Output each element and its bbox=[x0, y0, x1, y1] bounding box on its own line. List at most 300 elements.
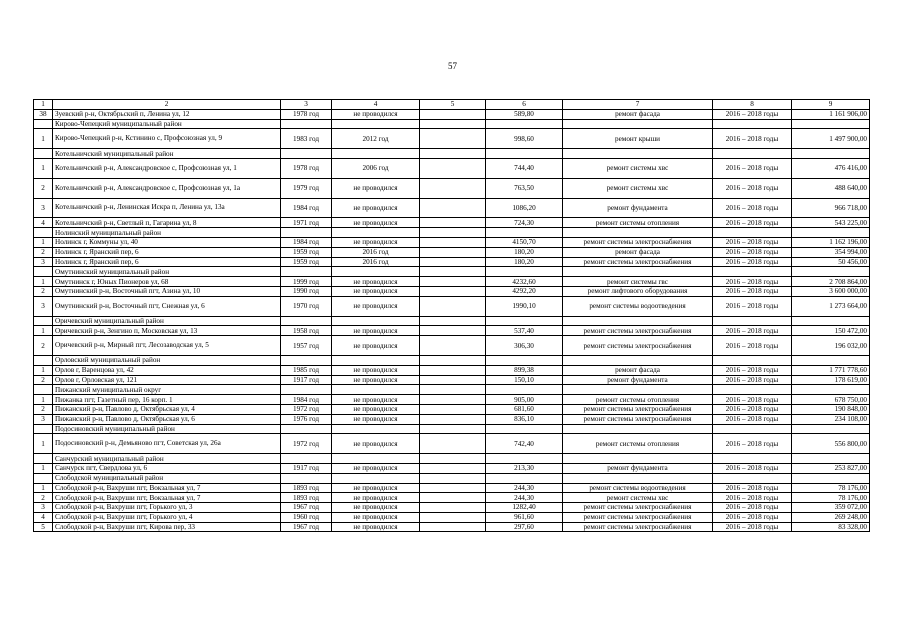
last-repair-cell: не проводился bbox=[332, 414, 420, 424]
last-repair-cell: не проводился bbox=[332, 326, 420, 336]
work-type-cell: ремонт фасада bbox=[563, 109, 713, 119]
section-row bbox=[34, 316, 870, 326]
empty-cell bbox=[486, 424, 563, 434]
empty-cell bbox=[486, 149, 563, 159]
cost-cell: 543 225,00 bbox=[792, 218, 870, 228]
row-number-cell: 1 bbox=[34, 129, 53, 149]
row-number-cell: 3 bbox=[34, 414, 53, 424]
empty-cell bbox=[420, 434, 486, 454]
period-cell: 2016 – 2018 годы bbox=[713, 336, 792, 356]
cost-cell: 269 248,00 bbox=[792, 512, 870, 522]
cost-cell: 966 718,00 bbox=[792, 198, 870, 218]
last-repair-cell: не проводился bbox=[332, 109, 420, 119]
table-row bbox=[34, 326, 870, 336]
work-type-cell: ремонт лифтового оборудования bbox=[563, 286, 713, 296]
table-row bbox=[34, 218, 870, 228]
empty-cell bbox=[713, 424, 792, 434]
column-header-4: 4 bbox=[332, 100, 420, 110]
row-number-cell: 2 bbox=[34, 375, 53, 385]
last-repair-cell: 2012 год bbox=[332, 129, 420, 149]
year-built-cell: 1984 год bbox=[281, 237, 332, 247]
empty-cell bbox=[713, 119, 792, 129]
area-cell: 836,10 bbox=[486, 414, 563, 424]
cost-cell: 359 072,00 bbox=[792, 503, 870, 513]
last-repair-cell: не проводился bbox=[332, 198, 420, 218]
address-cell: Нолинск г, Яранский пер, 6 bbox=[53, 257, 281, 267]
address-cell: Пижанский р-н, Павлово д, Октябрьская ул, 4 bbox=[53, 404, 281, 414]
table-row bbox=[34, 247, 870, 257]
address-cell: Омутнинский р-н, Восточный пгт, Снежная ул, 6 bbox=[53, 296, 281, 316]
column-header-3: 3 bbox=[281, 100, 332, 110]
empty-cell bbox=[563, 267, 713, 277]
table-row bbox=[34, 277, 870, 287]
address-cell: Орлов г, Орловская ул, 121 bbox=[53, 375, 281, 385]
area-cell: 244,30 bbox=[486, 483, 563, 493]
capital-repair-table bbox=[33, 99, 870, 532]
table-row bbox=[34, 404, 870, 414]
address-cell: Слободской р-н, Вахруши пгт, Вокзальная ул, 7 bbox=[53, 483, 281, 493]
empty-cell bbox=[486, 355, 563, 365]
row-number-cell: 1 bbox=[34, 158, 53, 178]
section-row bbox=[34, 424, 870, 434]
empty-cell bbox=[34, 267, 53, 277]
empty-cell bbox=[420, 286, 486, 296]
empty-cell bbox=[332, 424, 420, 434]
table-row bbox=[34, 198, 870, 218]
empty-cell bbox=[281, 473, 332, 483]
empty-cell bbox=[420, 247, 486, 257]
row-number-cell: 1 bbox=[34, 326, 53, 336]
year-built-cell: 1984 год bbox=[281, 395, 332, 405]
empty-cell bbox=[420, 336, 486, 356]
work-type-cell: ремонт фундамента bbox=[563, 463, 713, 473]
empty-cell bbox=[792, 355, 870, 365]
empty-cell bbox=[420, 129, 486, 149]
period-cell: 2016 – 2018 годы bbox=[713, 503, 792, 513]
last-repair-cell: не проводился bbox=[332, 493, 420, 503]
last-repair-cell: не проводился bbox=[332, 395, 420, 405]
empty-cell bbox=[792, 454, 870, 464]
empty-cell bbox=[34, 454, 53, 464]
empty-cell bbox=[713, 228, 792, 238]
empty-cell bbox=[34, 119, 53, 129]
row-number-cell: 2 bbox=[34, 286, 53, 296]
empty-cell bbox=[713, 473, 792, 483]
period-cell: 2016 – 2018 годы bbox=[713, 218, 792, 228]
section-title: Орловский муниципальный район bbox=[53, 355, 281, 365]
table-row bbox=[34, 522, 870, 532]
empty-cell bbox=[486, 473, 563, 483]
last-repair-cell: не проводился bbox=[332, 512, 420, 522]
empty-cell bbox=[34, 228, 53, 238]
row-number-cell: 3 bbox=[34, 257, 53, 267]
empty-cell bbox=[281, 355, 332, 365]
row-number-cell: 2 bbox=[34, 336, 53, 356]
work-type-cell: ремонт системы хвс bbox=[563, 158, 713, 178]
work-type-cell: ремонт системы гвс bbox=[563, 277, 713, 287]
last-repair-cell: не проводился bbox=[332, 434, 420, 454]
year-built-cell: 1957 год bbox=[281, 336, 332, 356]
year-built-cell: 1984 год bbox=[281, 198, 332, 218]
empty-cell bbox=[281, 385, 332, 395]
work-type-cell: ремонт фундамента bbox=[563, 375, 713, 385]
empty-cell bbox=[792, 149, 870, 159]
year-built-cell: 1960 год bbox=[281, 512, 332, 522]
cost-cell: 234 108,00 bbox=[792, 414, 870, 424]
empty-cell bbox=[420, 463, 486, 473]
period-cell: 2016 – 2018 годы bbox=[713, 375, 792, 385]
year-built-cell: 1978 год bbox=[281, 109, 332, 119]
column-header-8: 8 bbox=[713, 100, 792, 110]
table-row bbox=[34, 158, 870, 178]
address-cell: Кирово-Чепецкий р-н, Кстинино с, Профсоюзная ул, 9 bbox=[53, 129, 281, 149]
section-row bbox=[34, 355, 870, 365]
period-cell: 2016 – 2018 годы bbox=[713, 129, 792, 149]
address-cell: Оричевский р-н, Мирный пгт, Лесозаводская ул, 5 bbox=[53, 336, 281, 356]
work-type-cell: ремонт фасада bbox=[563, 247, 713, 257]
table-row bbox=[34, 296, 870, 316]
work-type-cell: ремонт системы электроснабжения bbox=[563, 503, 713, 513]
row-number-cell: 3 bbox=[34, 296, 53, 316]
last-repair-cell: 2006 год bbox=[332, 158, 420, 178]
year-built-cell: 1967 год bbox=[281, 503, 332, 513]
year-built-cell: 1917 год bbox=[281, 463, 332, 473]
empty-cell bbox=[420, 473, 486, 483]
area-cell: 742,40 bbox=[486, 434, 563, 454]
empty-cell bbox=[713, 355, 792, 365]
empty-cell bbox=[34, 473, 53, 483]
year-built-cell: 1990 год bbox=[281, 286, 332, 296]
empty-cell bbox=[332, 454, 420, 464]
address-cell: Омутнинск г, Юных Пионеров ул, 68 bbox=[53, 277, 281, 287]
empty-cell bbox=[486, 316, 563, 326]
period-cell: 2016 – 2018 годы bbox=[713, 326, 792, 336]
empty-cell bbox=[420, 326, 486, 336]
row-number-cell: 2 bbox=[34, 493, 53, 503]
column-header-6: 6 bbox=[486, 100, 563, 110]
row-number-cell: 1 bbox=[34, 434, 53, 454]
cost-cell: 678 750,00 bbox=[792, 395, 870, 405]
last-repair-cell: 2016 год bbox=[332, 247, 420, 257]
address-cell: Котельничский р-н, Александровское с, Профсоюзная ул, 1а bbox=[53, 178, 281, 198]
section-title: Оричевский муниципальный район bbox=[53, 316, 281, 326]
row-number-cell: 3 bbox=[34, 198, 53, 218]
empty-cell bbox=[420, 277, 486, 287]
cost-cell: 253 827,00 bbox=[792, 463, 870, 473]
table-row bbox=[34, 257, 870, 267]
empty-cell bbox=[281, 119, 332, 129]
empty-cell bbox=[713, 454, 792, 464]
empty-cell bbox=[420, 178, 486, 198]
area-cell: 306,30 bbox=[486, 336, 563, 356]
empty-cell bbox=[486, 267, 563, 277]
empty-cell bbox=[332, 119, 420, 129]
period-cell: 2016 – 2018 годы bbox=[713, 483, 792, 493]
last-repair-cell: не проводился bbox=[332, 503, 420, 513]
cost-cell: 354 994,00 bbox=[792, 247, 870, 257]
empty-cell bbox=[420, 395, 486, 405]
empty-cell bbox=[281, 316, 332, 326]
cost-cell: 1 162 196,00 bbox=[792, 237, 870, 247]
empty-cell bbox=[281, 424, 332, 434]
cost-cell: 556 800,00 bbox=[792, 434, 870, 454]
empty-cell bbox=[563, 119, 713, 129]
work-type-cell: ремонт системы электроснабжения bbox=[563, 336, 713, 356]
empty-cell bbox=[420, 149, 486, 159]
table-row bbox=[34, 493, 870, 503]
empty-cell bbox=[563, 424, 713, 434]
empty-cell bbox=[420, 355, 486, 365]
empty-cell bbox=[332, 385, 420, 395]
empty-cell bbox=[420, 316, 486, 326]
cost-cell: 178 619,00 bbox=[792, 375, 870, 385]
address-cell: Пижанский р-н, Павлово д, Октябрьская ул, 6 bbox=[53, 414, 281, 424]
row-number-cell: 3 bbox=[34, 503, 53, 513]
row-number-cell: 2 bbox=[34, 178, 53, 198]
cost-cell: 78 176,00 bbox=[792, 483, 870, 493]
cost-cell: 1 771 778,60 bbox=[792, 365, 870, 375]
empty-cell bbox=[792, 473, 870, 483]
work-type-cell: ремонт системы электроснабжения bbox=[563, 326, 713, 336]
table-row bbox=[34, 286, 870, 296]
year-built-cell: 1958 год bbox=[281, 326, 332, 336]
empty-cell bbox=[563, 385, 713, 395]
empty-cell bbox=[792, 424, 870, 434]
period-cell: 2016 – 2018 годы bbox=[713, 277, 792, 287]
area-cell: 1990,10 bbox=[486, 296, 563, 316]
work-type-cell: ремонт системы электроснабжения bbox=[563, 237, 713, 247]
last-repair-cell: не проводился bbox=[332, 178, 420, 198]
year-built-cell: 1979 год bbox=[281, 178, 332, 198]
empty-cell bbox=[420, 404, 486, 414]
work-type-cell: ремонт системы отопления bbox=[563, 395, 713, 405]
year-built-cell: 1976 год bbox=[281, 414, 332, 424]
empty-cell bbox=[332, 149, 420, 159]
empty-cell bbox=[34, 316, 53, 326]
table-row bbox=[34, 512, 870, 522]
section-row bbox=[34, 267, 870, 277]
address-cell: Котельничский р-н, Ленинская Искра п, Ленина ул, 13а bbox=[53, 198, 281, 218]
period-cell: 2016 – 2018 годы bbox=[713, 414, 792, 424]
area-cell: 180,20 bbox=[486, 257, 563, 267]
table-row bbox=[34, 414, 870, 424]
cost-cell: 50 456,00 bbox=[792, 257, 870, 267]
column-header-2: 2 bbox=[53, 100, 281, 110]
work-type-cell: ремонт системы водоотведения bbox=[563, 483, 713, 493]
area-cell: 724,30 bbox=[486, 218, 563, 228]
row-number-cell: 1 bbox=[34, 463, 53, 473]
empty-cell bbox=[281, 267, 332, 277]
table-row bbox=[34, 463, 870, 473]
section-title: Кирово-Чепецкий муниципальный район bbox=[53, 119, 281, 129]
empty-cell bbox=[713, 149, 792, 159]
section-title: Подосиновский муниципальный район bbox=[53, 424, 281, 434]
section-row bbox=[34, 119, 870, 129]
row-number-cell: 2 bbox=[34, 404, 53, 414]
empty-cell bbox=[563, 316, 713, 326]
area-cell: 180,20 bbox=[486, 247, 563, 257]
empty-cell bbox=[332, 228, 420, 238]
area-cell: 763,50 bbox=[486, 178, 563, 198]
address-cell: Слободской р-н, Вахруши пгт, Горького ул, 4 bbox=[53, 512, 281, 522]
empty-cell bbox=[792, 119, 870, 129]
section-row bbox=[34, 454, 870, 464]
area-cell: 4292,20 bbox=[486, 286, 563, 296]
work-type-cell: ремонт системы хвс bbox=[563, 178, 713, 198]
row-number-cell: 4 bbox=[34, 512, 53, 522]
address-cell: Слободской р-н, Вахруши пгт, Горького ул, 3 bbox=[53, 503, 281, 513]
empty-cell bbox=[332, 267, 420, 277]
address-cell: Зуевский р-н, Октябрьский п, Ленина ул, 12 bbox=[53, 109, 281, 119]
empty-cell bbox=[420, 365, 486, 375]
area-cell: 961,60 bbox=[486, 512, 563, 522]
section-row bbox=[34, 473, 870, 483]
address-cell: Санчурск пгт, Свердлова ул, 6 bbox=[53, 463, 281, 473]
table-row bbox=[34, 365, 870, 375]
section-title: Слободской муниципальный район bbox=[53, 473, 281, 483]
cost-cell: 476 416,00 bbox=[792, 158, 870, 178]
empty-cell bbox=[420, 267, 486, 277]
last-repair-cell: не проводился bbox=[332, 296, 420, 316]
year-built-cell: 1985 год bbox=[281, 365, 332, 375]
period-cell: 2016 – 2018 годы bbox=[713, 296, 792, 316]
empty-cell bbox=[563, 355, 713, 365]
period-cell: 2016 – 2018 годы bbox=[713, 257, 792, 267]
section-title: Санчурский муниципальный район bbox=[53, 454, 281, 464]
empty-cell bbox=[563, 454, 713, 464]
empty-cell bbox=[34, 355, 53, 365]
area-cell: 744,40 bbox=[486, 158, 563, 178]
empty-cell bbox=[792, 228, 870, 238]
period-cell: 2016 – 2018 годы bbox=[713, 395, 792, 405]
empty-cell bbox=[281, 454, 332, 464]
last-repair-cell: не проводился bbox=[332, 522, 420, 532]
year-built-cell: 1972 год bbox=[281, 434, 332, 454]
work-type-cell: ремонт системы хвс bbox=[563, 493, 713, 503]
empty-cell bbox=[34, 149, 53, 159]
row-number-cell: 5 bbox=[34, 522, 53, 532]
section-row bbox=[34, 149, 870, 159]
empty-cell bbox=[420, 228, 486, 238]
cost-cell: 190 848,00 bbox=[792, 404, 870, 414]
year-built-cell: 1972 год bbox=[281, 404, 332, 414]
area-cell: 213,30 bbox=[486, 463, 563, 473]
work-type-cell: ремонт системы электроснабжения bbox=[563, 404, 713, 414]
table-row bbox=[34, 336, 870, 356]
area-cell: 1086,20 bbox=[486, 198, 563, 218]
last-repair-cell: не проводился bbox=[332, 336, 420, 356]
last-repair-cell: не проводился bbox=[332, 277, 420, 287]
table-row bbox=[34, 178, 870, 198]
work-type-cell: ремонт фундамента bbox=[563, 198, 713, 218]
cost-cell: 1 273 664,00 bbox=[792, 296, 870, 316]
period-cell: 2016 – 2018 годы bbox=[713, 158, 792, 178]
empty-cell bbox=[420, 522, 486, 532]
column-header-5: 5 bbox=[420, 100, 486, 110]
empty-cell bbox=[281, 149, 332, 159]
empty-cell bbox=[420, 424, 486, 434]
empty-cell bbox=[792, 316, 870, 326]
empty-cell bbox=[420, 385, 486, 395]
address-cell: Подосиновский р-н, Демьяново пгт, Советская ул, 26а bbox=[53, 434, 281, 454]
cost-cell: 1 161 906,00 bbox=[792, 109, 870, 119]
table-header-row bbox=[34, 100, 870, 110]
empty-cell bbox=[792, 385, 870, 395]
area-cell: 537,40 bbox=[486, 326, 563, 336]
address-cell: Слободской р-н, Вахруши пгт, Кирова пер, 33 bbox=[53, 522, 281, 532]
work-type-cell: ремонт системы электроснабжения bbox=[563, 522, 713, 532]
cost-cell: 78 176,00 bbox=[792, 493, 870, 503]
table-row bbox=[34, 434, 870, 454]
cost-cell: 3 600 000,00 bbox=[792, 286, 870, 296]
table-row bbox=[34, 129, 870, 149]
empty-cell bbox=[34, 385, 53, 395]
area-cell: 4232,60 bbox=[486, 277, 563, 287]
empty-cell bbox=[420, 414, 486, 424]
table-row bbox=[34, 483, 870, 493]
address-cell: Оричевский р-н, Зенгино п, Московская ул, 13 bbox=[53, 326, 281, 336]
address-cell: Котельничский р-н, Александровское с, Профсоюзная ул, 1 bbox=[53, 158, 281, 178]
address-cell: Слободской р-н, Вахруши пгт, Вокзальная ул, 7 bbox=[53, 493, 281, 503]
cost-cell: 1 497 900,00 bbox=[792, 129, 870, 149]
row-number-cell: 1 bbox=[34, 365, 53, 375]
work-type-cell: ремонт системы электроснабжения bbox=[563, 257, 713, 267]
empty-cell bbox=[420, 119, 486, 129]
empty-cell bbox=[486, 385, 563, 395]
year-built-cell: 1970 год bbox=[281, 296, 332, 316]
area-cell: 244,30 bbox=[486, 493, 563, 503]
empty-cell bbox=[420, 512, 486, 522]
empty-cell bbox=[420, 109, 486, 119]
empty-cell bbox=[420, 483, 486, 493]
period-cell: 2016 – 2018 годы bbox=[713, 247, 792, 257]
cost-cell: 83 328,00 bbox=[792, 522, 870, 532]
area-cell: 998,60 bbox=[486, 129, 563, 149]
period-cell: 2016 – 2018 годы bbox=[713, 198, 792, 218]
period-cell: 2016 – 2018 годы bbox=[713, 365, 792, 375]
address-cell: Нолинск г, Яранский пер, 6 bbox=[53, 247, 281, 257]
work-type-cell: ремонт системы электроснабжения bbox=[563, 414, 713, 424]
period-cell: 2016 – 2018 годы bbox=[713, 178, 792, 198]
area-cell: 1282,40 bbox=[486, 503, 563, 513]
address-cell: Котельничский р-н, Светлый п, Гагарина ул, 8 bbox=[53, 218, 281, 228]
empty-cell bbox=[332, 355, 420, 365]
last-repair-cell: не проводился bbox=[332, 286, 420, 296]
year-built-cell: 1971 год bbox=[281, 218, 332, 228]
row-number-cell: 2 bbox=[34, 247, 53, 257]
empty-cell bbox=[332, 473, 420, 483]
row-number-cell: 1 bbox=[34, 277, 53, 287]
empty-cell bbox=[563, 149, 713, 159]
work-type-cell: ремонт системы отопления bbox=[563, 218, 713, 228]
area-cell: 297,60 bbox=[486, 522, 563, 532]
empty-cell bbox=[713, 316, 792, 326]
last-repair-cell: не проводился bbox=[332, 375, 420, 385]
work-type-cell: ремонт крыши bbox=[563, 129, 713, 149]
area-cell: 899,38 bbox=[486, 365, 563, 375]
year-built-cell: 1967 год bbox=[281, 522, 332, 532]
address-cell: Нолинск г, Коммуны ул, 40 bbox=[53, 237, 281, 247]
empty-cell bbox=[420, 454, 486, 464]
page-number: 57 bbox=[448, 61, 457, 71]
address-cell: Орлов г, Варенцова ул, 42 bbox=[53, 365, 281, 375]
section-title: Нолинский муниципальный район bbox=[53, 228, 281, 238]
column-header-1: 1 bbox=[34, 100, 53, 110]
last-repair-cell: не проводился bbox=[332, 365, 420, 375]
year-built-cell: 1893 год bbox=[281, 493, 332, 503]
section-title: Котельничский муниципальный район bbox=[53, 149, 281, 159]
table-row bbox=[34, 503, 870, 513]
